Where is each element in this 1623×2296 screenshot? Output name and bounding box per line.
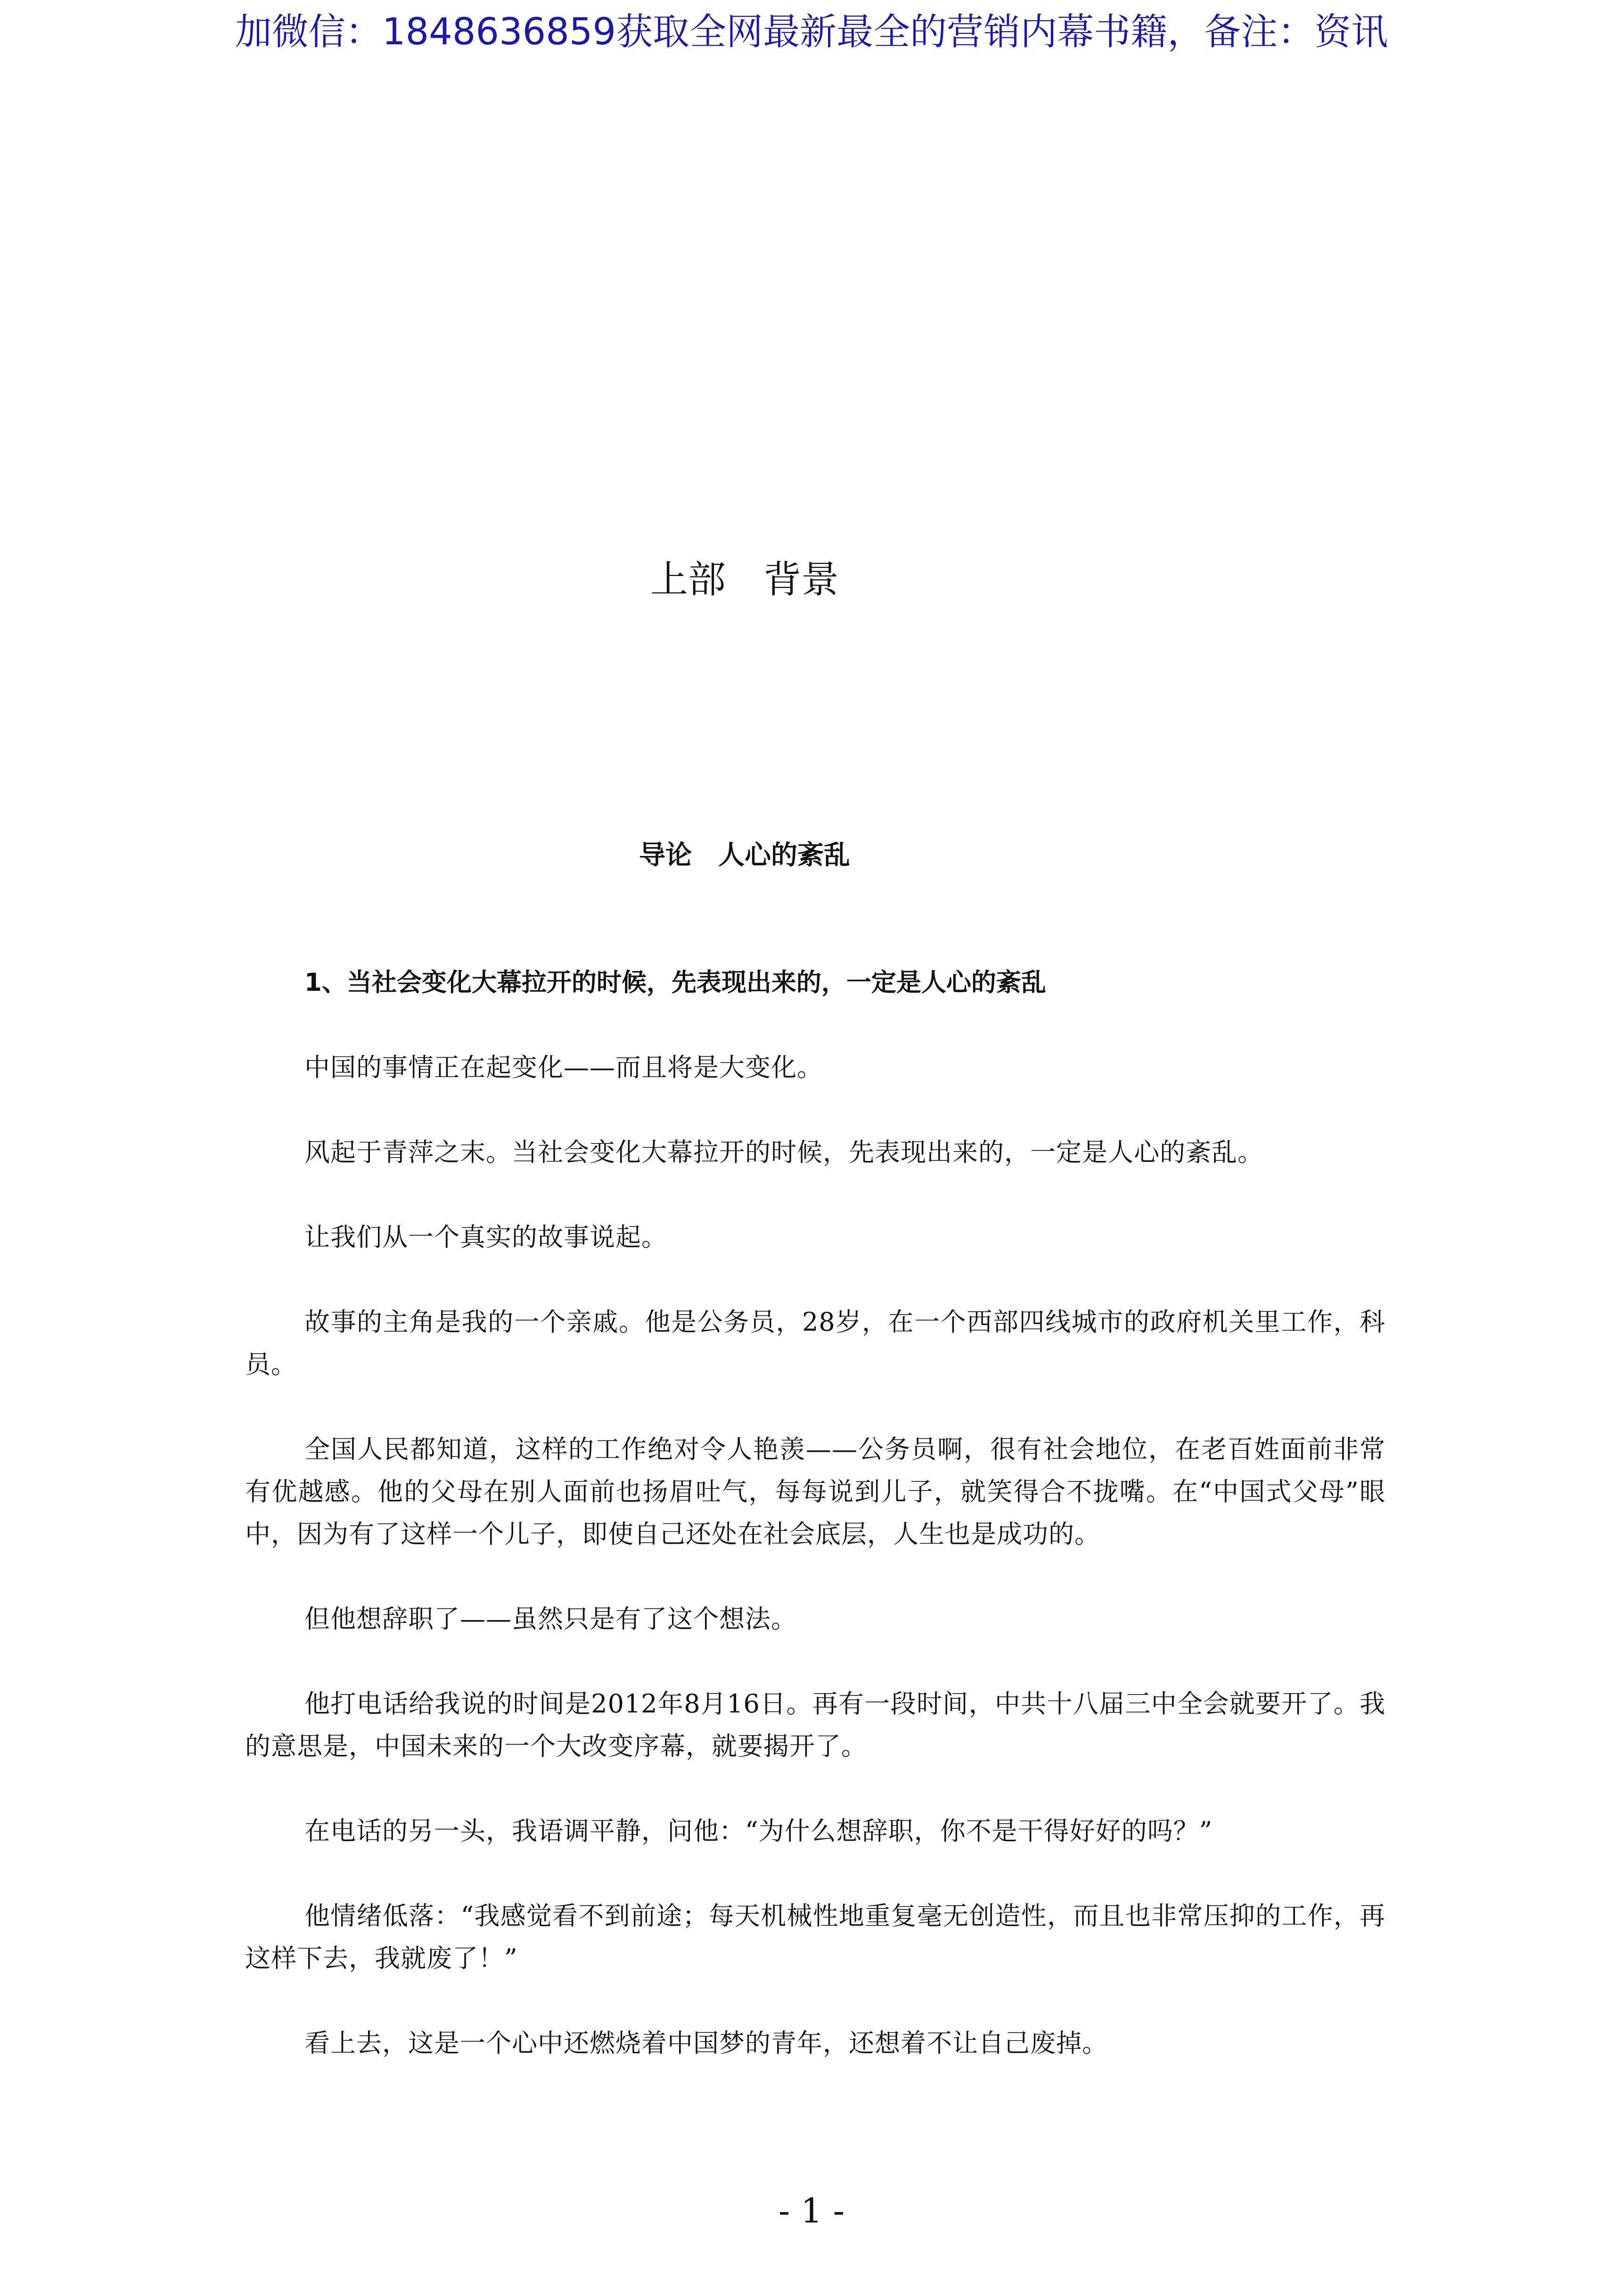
page-number: - 1 - xyxy=(778,2191,845,2230)
paragraph: 他情绪低落：“我感觉看不到前途；每天机械性地重复毫无创造性，而且也非常压抑的工作，再这样下去，我就废了！” xyxy=(245,1901,1385,1973)
paragraph: 看上去，这是一个心中还燃烧着中国梦的青年，还想着不让自己废掉。 xyxy=(304,2028,1108,2058)
paragraph: 但他想辞职了——虽然只是有了这个想法。 xyxy=(304,1604,797,1634)
wechat-promo-banner: 加微信：1848636859获取全网最新最全的营销内幕书籍，备注：资讯 xyxy=(235,11,1388,53)
paragraph: 故事的主角是我的一个亲戚。他是公务员，28岁，在一个西部四线城市的政府机关里工作，科员。 xyxy=(245,1307,1385,1379)
paragraph: 让我们从一个真实的故事说起。 xyxy=(304,1222,667,1252)
section-heading: 1、当社会变化大幕拉开的时候，先表现出来的，一定是人心的紊乱 xyxy=(304,968,1046,997)
paragraph: 他打电话给我说的时间是2012年8月16日。再有一段时间，中共十八届三中全会就要开了。我的意思是，中国未来的一个大改变序幕，就要揭开了。 xyxy=(245,1689,1385,1761)
part-title: 上部 背景 xyxy=(650,558,839,601)
paragraph: 在电话的另一头，我语调平静，问他：“为什么想辞职，你不是干得好好的吗？” xyxy=(304,1816,1213,1846)
chapter-title: 导论 人心的紊乱 xyxy=(639,840,850,871)
paragraph: 风起于青萍之末。当社会变化大幕拉开的时候，先表现出来的，一定是人心的紊乱。 xyxy=(304,1137,1263,1167)
paragraph: 全国人民都知道，这样的工作绝对令人艳羡——公务员啊，很有社会地位，在老百姓面前非常有优越感。他的父母在别人面前也扬眉吐气，每每说到儿子，就笑得合不拢嘴。在“中国式父母”眼中，因为有了这样一个儿子，即使自己还处在社会底层，人生也是成功的。 xyxy=(245,1434,1385,1549)
document-body xyxy=(245,962,1385,2107)
paragraph: 中国的事情正在起变化——而且将是大变化。 xyxy=(304,1053,823,1082)
